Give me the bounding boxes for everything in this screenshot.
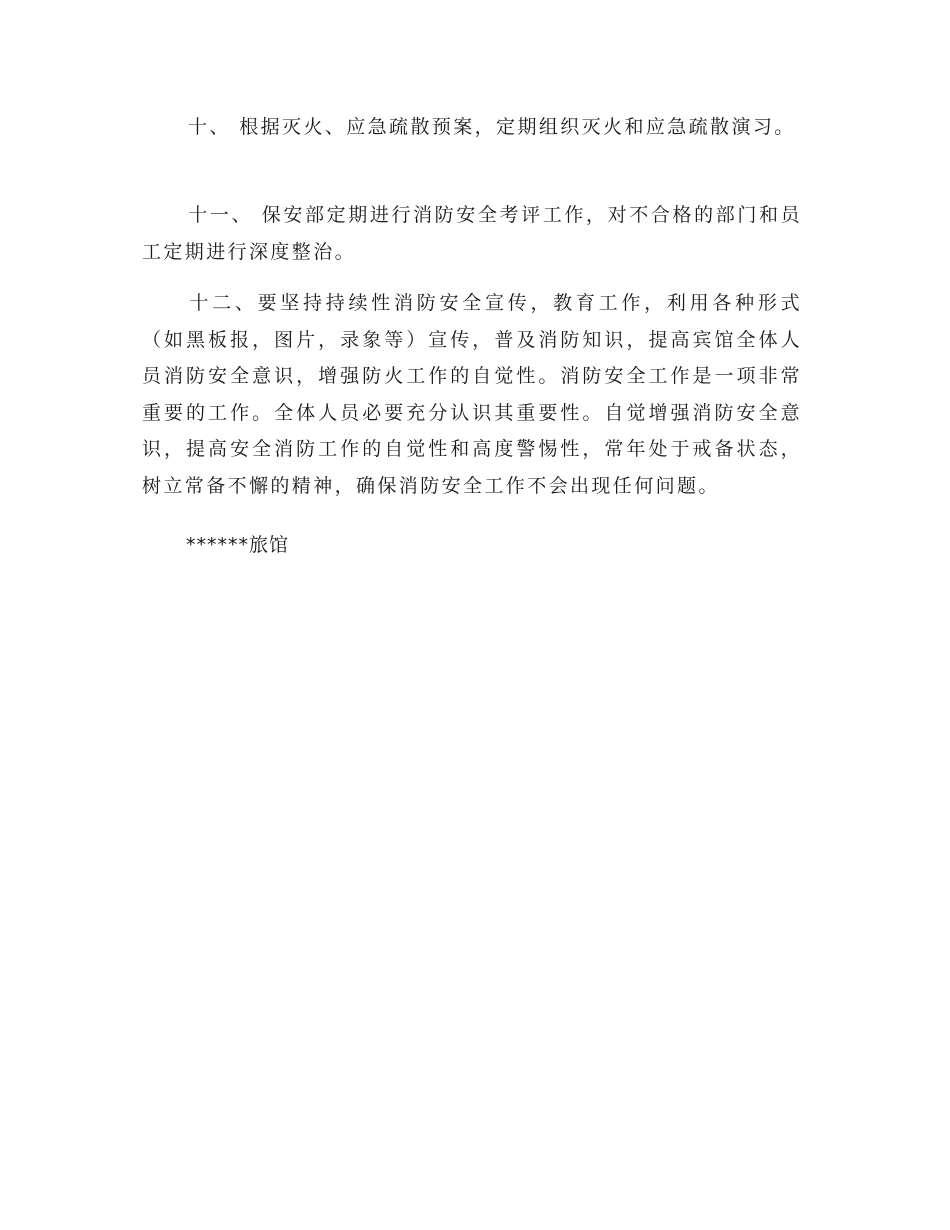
paragraph-11 xyxy=(142,197,802,270)
paragraph-text: 根据灭火、应急疏散预案，定期组织灭火和应急疏散演习。 xyxy=(230,116,796,138)
paragraph-number: 十、 xyxy=(188,116,231,138)
paragraph-text: 要坚持持续性消防安全宣传，教育工作，利用各种形式（如黑板报，图片，录象等）宣传，普及消防知识，提高宾馆全体人员消防安全意识，增强防火工作的自觉性。消防安全工作是一项非常重要的工作。全体人员必要充分认识其重要性。自觉增强消防安全意识，提高安全消防工作的自觉性和高度警惕性，常年处于戒备状态，树立常备不懈的精神，确保消防安全工作不会出现任何问题。 xyxy=(142,292,802,497)
paragraph-number: 十一、 xyxy=(188,204,254,226)
paragraph-text: 保安部定期进行消防安全考评工作，对不合格的部门和员工定期进行深度整治。 xyxy=(142,204,802,263)
paragraph-12 xyxy=(142,285,802,504)
paragraph-10 xyxy=(142,109,802,146)
paragraph-number: 十二、 xyxy=(188,292,258,314)
signature: ******旅馆 xyxy=(186,534,290,556)
